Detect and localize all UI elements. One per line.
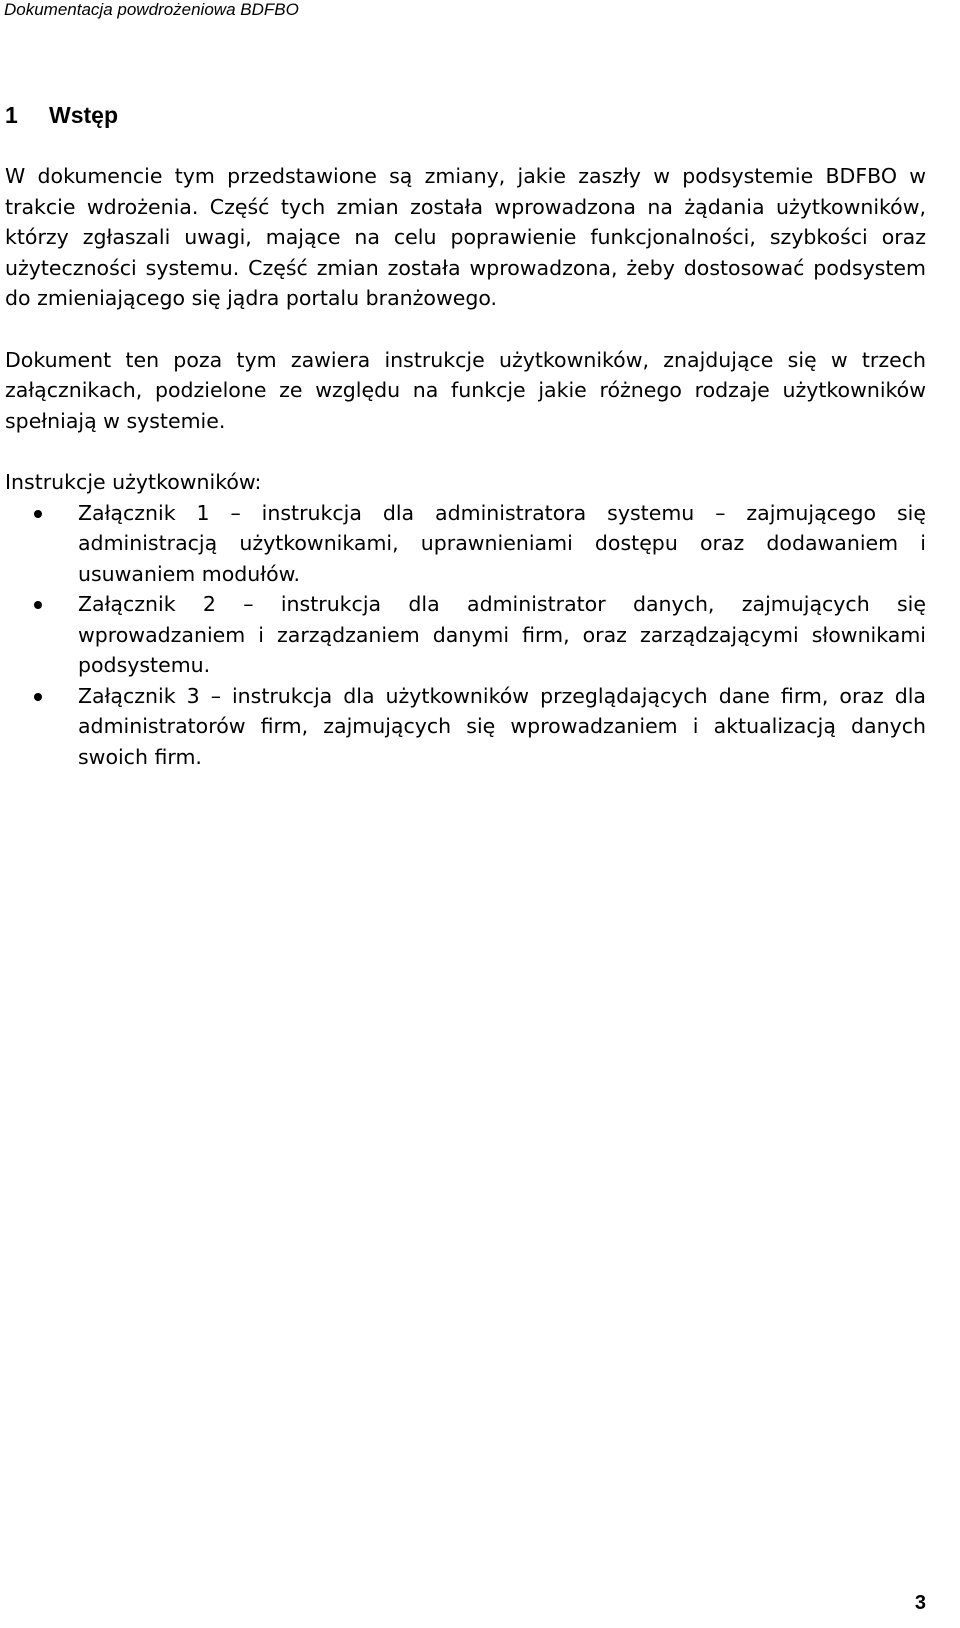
intro-paragraph: W dokumencie tym przedstawione są zmiany, jakie zaszły w podsystemie BDFBO w trakcie wdrożenia. Część tych zmian została wprowadzona na żądania użytkowników, którzy zgłaszali uwagi, mające na celu poprawienie funkcjonalności, szybkości oraz użyteczności systemu. Część zmian została wprowadzona, żeby dostosować podsystem do zmieniającego się jądra portalu branżowego. bbox=[5, 164, 926, 310]
section-title: Wstęp bbox=[49, 102, 118, 128]
list-item-text: Załącznik 3 – instrukcja dla użytkowników przeglądających dane firm, oraz dla administratorów firm, zajmujących się wprowadzaniem i aktualizacją danych swoich firm. bbox=[78, 683, 926, 769]
list-item-text: Załącznik 2 – instrukcja dla administrator danych, zajmujących się wprowadzaniem i zarządzaniem danymi firm, oraz zarządzającymi słownikami podsystemu. bbox=[78, 592, 926, 677]
running-header: Dokumentacja powdrożeniowa BDFBO bbox=[4, 0, 299, 19]
attachments-paragraph: Dokument ten poza tym zawiera instrukcje użytkowników, znajdujące się w trzech załącznikach, podzielone ze względu na funkcje jakie różnego rodzaje użytkowników spełniają w systemie. bbox=[5, 347, 926, 433]
bullet-icon bbox=[34, 693, 42, 701]
list-item bbox=[5, 498, 926, 590]
list-item bbox=[5, 681, 926, 773]
section-number: 1 bbox=[5, 102, 18, 128]
instructions-label: Instrukcje użytkowników: bbox=[5, 470, 262, 494]
instructions-list bbox=[5, 498, 926, 773]
bullet-icon bbox=[34, 601, 42, 609]
section-heading bbox=[5, 100, 118, 130]
bullet-icon bbox=[34, 510, 42, 518]
list-item-text: Załącznik 1 – instrukcja dla administratora systemu – zajmującego się administracją użytkownikami, uprawnieniami dostępu oraz dodawaniem i usuwaniem modułów. bbox=[78, 500, 926, 586]
page-number: 3 bbox=[914, 1592, 926, 1614]
list-item bbox=[5, 589, 926, 681]
document-body bbox=[5, 161, 926, 772]
